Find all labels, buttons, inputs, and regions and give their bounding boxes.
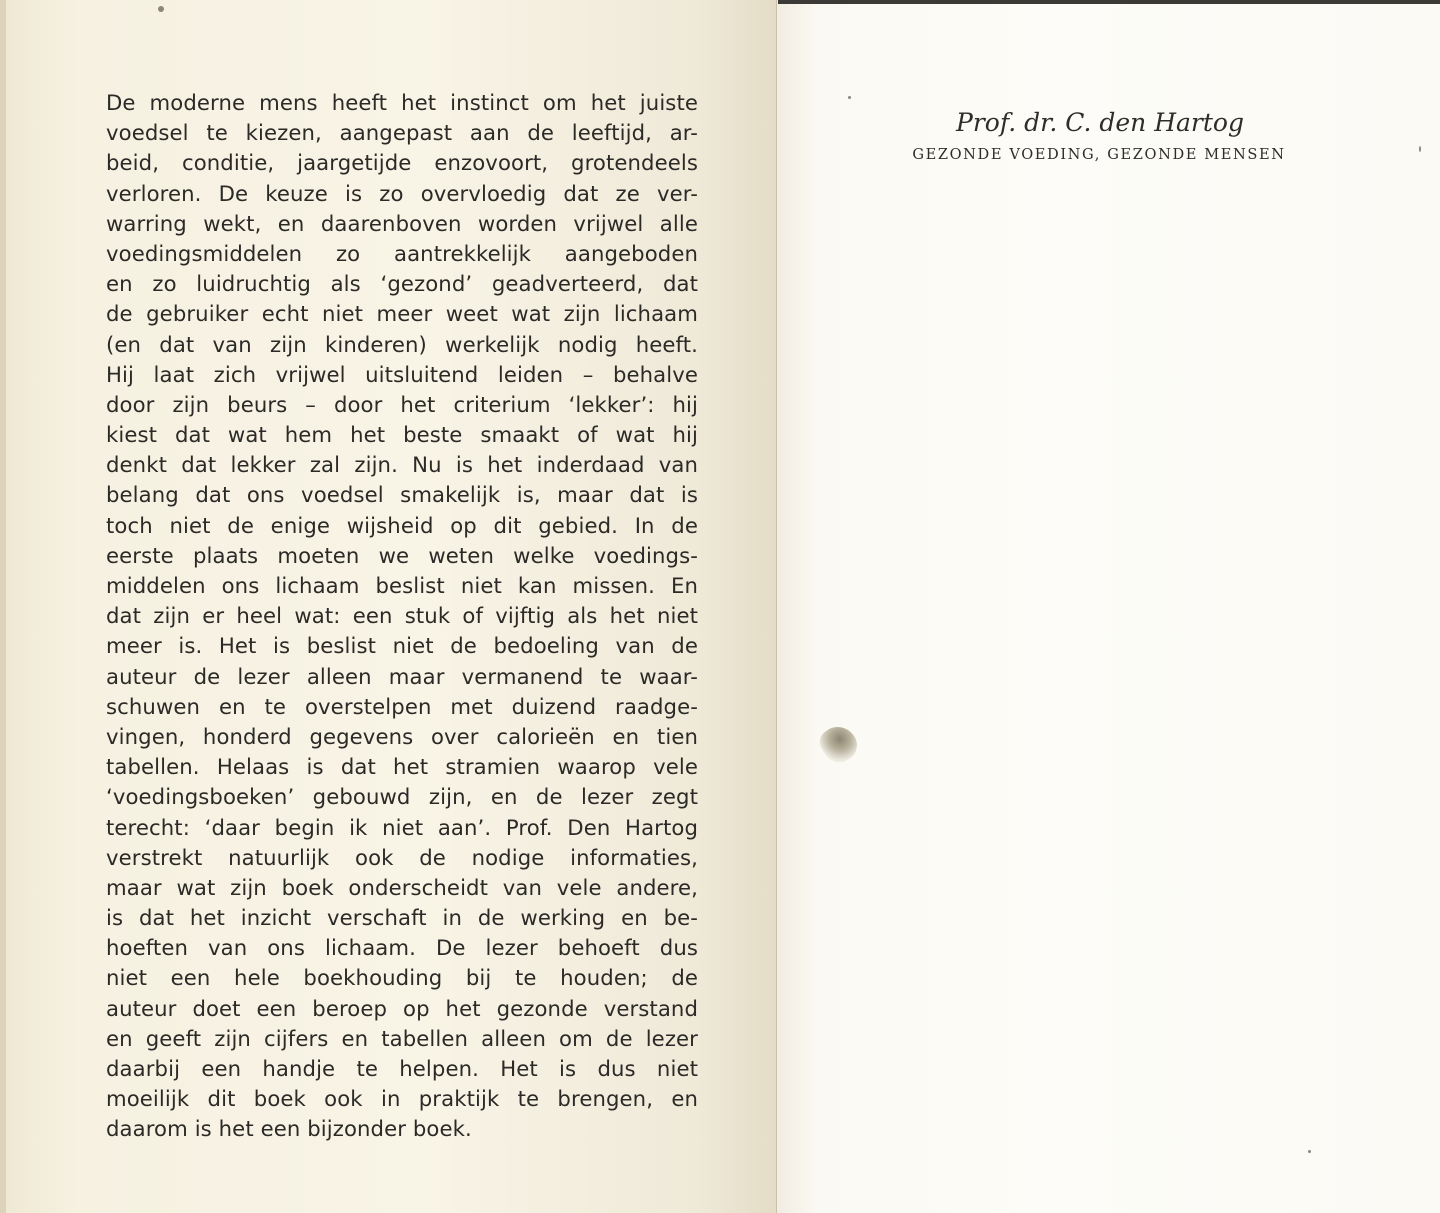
blurb-line: moeilijk dit boek ook in praktijk te brengen, en: [106, 1086, 698, 1112]
blurb-line: vingen, honderd gegevens over calorieën en tien: [106, 723, 698, 749]
blurb-line: door zijn beurs – door het criterium ‘lekker’: hij: [106, 391, 698, 417]
blurb-line: middelen ons lichaam beslist niet kan missen. En: [106, 573, 698, 598]
blurb-line: is dat het inzicht verschaft in de werking en be-: [106, 905, 698, 931]
page-speck: [1308, 1150, 1311, 1153]
blurb-line: maar wat zijn boek onderscheidt van vele andere,: [106, 874, 698, 900]
author-name: Prof. dr. C. den Hartog: [956, 108, 1244, 137]
blurb-line: en zo luidruchtig als ‘gezond’ geadverteerd, dat: [106, 271, 698, 297]
blurb-line: verstrekt natuurlijk ook de nodige informaties,: [106, 844, 698, 870]
blurb-line: Hij laat zich vrijwel uitsluitend leiden – behalve: [106, 361, 698, 387]
blurb-line: dat zijn er heel wat: een stuk of vijftig als het niet: [106, 603, 698, 629]
blurb-line: auteur de lezer alleen maar vermanend te waar-: [106, 663, 698, 689]
blurb-line: daarbij een handje te helpen. Het is dus niet: [106, 1056, 698, 1081]
blurb-line: ‘voedingsboeken’ gebouwd zijn, en de lezer zegt: [106, 784, 698, 810]
book-title: GEZONDE VOEDING, GEZONDE MENSEN: [912, 146, 1286, 163]
blurb-line: meer is. Het is beslist niet de bedoeling van de: [106, 633, 698, 659]
blurb-line: en geeft zijn cijfers en tabellen alleen om de lezer: [106, 1025, 698, 1051]
page-speck: [158, 6, 164, 12]
blurb-line: schuwen en te overstelpen met duizend raadge-: [106, 693, 698, 719]
blurb-line: terecht: ‘daar begin ik niet aan’. Prof. Den Hartog: [106, 814, 698, 840]
right-page: [778, 0, 1440, 1213]
blurb-line: belang dat ons voedsel smakelijk is, maar dat is: [106, 482, 698, 508]
blurb-line: kiest dat wat hem het beste smaakt of wat hij: [106, 422, 698, 448]
blurb-line: hoeften van ons lichaam. De lezer behoeft dus: [106, 935, 698, 961]
blurb-line: auteur doet een beroep op het gezonde verstand: [106, 995, 698, 1021]
blurb-line: warring wekt, en daarenboven worden vrijwel alle: [106, 210, 698, 236]
blurb-line: tabellen. Helaas is dat het stramien waarop vele: [106, 754, 698, 780]
page-speck: [848, 96, 851, 99]
blurb-line: eerste plaats moeten we weten welke voedings-: [106, 542, 698, 568]
blurb-line: toch niet de enige wijsheid op dit gebied. In de: [106, 512, 698, 538]
blurb-line: niet een hele boekhouding bij te houden; de: [106, 965, 698, 991]
back-cover-blurb: [106, 88, 698, 1145]
blurb-line: beid, conditie, jaargetijde enzovoort, grotendeels: [106, 150, 698, 176]
blurb-line: de gebruiker echt niet meer weet wat zijn lichaam: [106, 301, 698, 327]
page-speck: [1419, 146, 1421, 152]
blurb-line: denkt dat lekker zal zijn. Nu is het inderdaad van: [106, 452, 698, 478]
blurb-line: (en dat van zijn kinderen) werkelijk nodig heeft.: [106, 331, 698, 357]
blurb-line: voedingsmiddelen zo aantrekkelijk aangeboden: [106, 240, 698, 266]
blurb-line: voedsel te kiezen, aangepast aan de leeftijd, ar-: [106, 120, 698, 146]
blurb-line: verloren. De keuze is zo overvloedig dat ze ver-: [106, 180, 698, 206]
blurb-line: daarom is het een bijzonder boek.: [106, 1116, 472, 1142]
blurb-line: De moderne mens heeft het instinct om het juiste: [106, 90, 698, 115]
